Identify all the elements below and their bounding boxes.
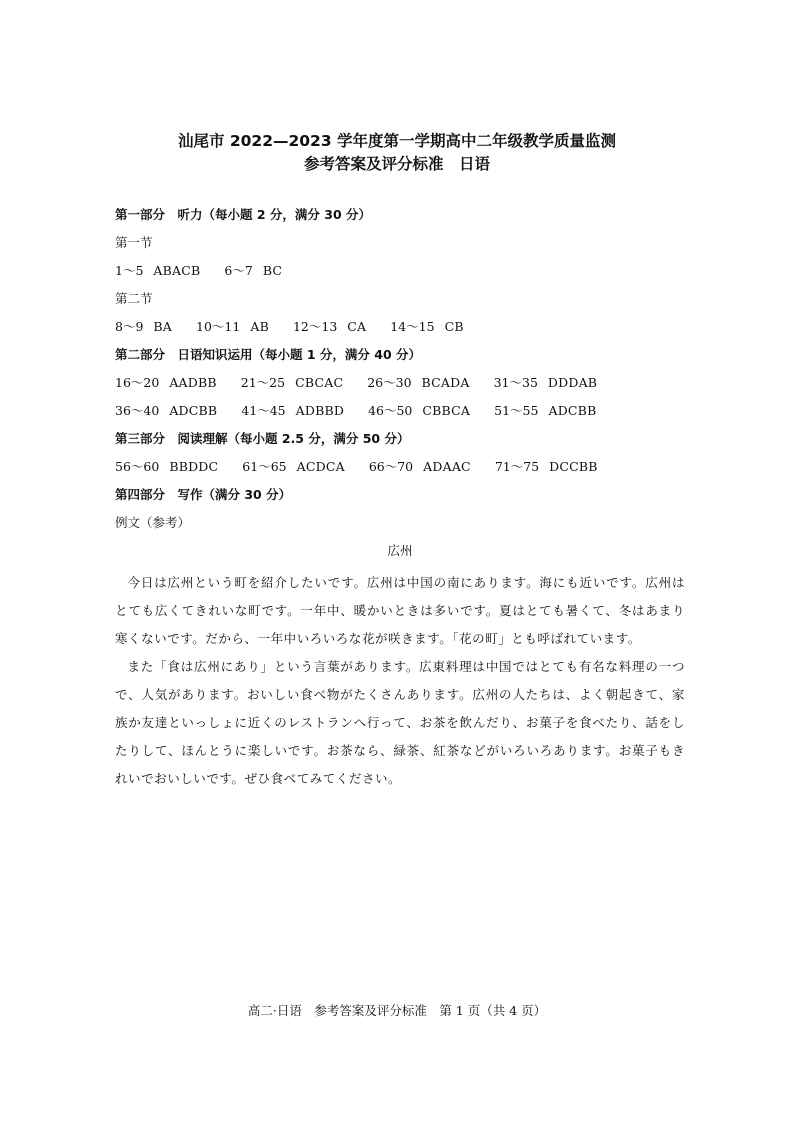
example-label: 例文（参考） [115, 515, 191, 530]
essay-paragraph-2: また「食は広州にあり」という言葉があります。広東料理は中国ではとても有名な料理の一つで、人気があります。おいしい食べ物がたくさんあります。広州の人たちは、よく朝起きて、家族か友達といっしょに近くのレストランへ行って、お茶を飲んだり、お菓子を食べたり、話をしたりして、ほんとうに楽しいです。お茶なら、緑茶、紅茶などがいろいろあります。お菓子もきれいでおいしいです。ぜひ食べてみてください。 [115, 659, 685, 786]
answer-group: 61～65 ACDCA [242, 459, 345, 474]
answer-group: 1～5 ABACB [115, 263, 201, 278]
answer-group: 51～55 ADCBB [494, 403, 597, 418]
part1-sec1-answers [115, 261, 685, 289]
answer-group: 26～30 BCADA [367, 375, 470, 390]
answer-group: 41～45 ADBBD [241, 403, 345, 418]
part3-answers-row1 [115, 457, 685, 485]
document-title: 汕尾市 2022—2023 学年度第一学期高中二年级教学质量监测 [177, 132, 617, 150]
part1-sec2-answers [115, 317, 685, 345]
part2-heading: 第二部分 日语知识运用（每小题 1 分，满分 40 分） [115, 347, 422, 362]
answer-group: 12～13 CA [292, 319, 367, 334]
page-footer: 高二·日语 参考答案及评分标准 第 1 页（共 4 页） [247, 1003, 547, 1018]
answer-group: 6～7 BC [224, 263, 283, 278]
answer-group: 71～75 DCCBB [494, 459, 598, 474]
answer-group: 16～20 AADBB [115, 375, 217, 390]
answer-group: 46～50 CBBCA [368, 403, 471, 418]
answer-group: 66～70 ADAAC [368, 459, 471, 474]
answer-group: 36～40 ADCBB [115, 403, 218, 418]
part4-heading: 第四部分 写作（满分 30 分） [115, 487, 292, 502]
part1-sec1-label: 第一节 [115, 235, 153, 250]
part1-sec2-label: 第二节 [115, 291, 153, 306]
part3-heading: 第三部分 阅读理解（每小题 2.5 分，满分 50 分） [115, 431, 410, 446]
essay-paragraph-1: 今日は広州という町を紹介したいです。広州は中国の南にあります。海にも近いです。広州はとても広くてきれいな町です。一年中、暖かいときは多いです。夏はとても暑くて、冬はあまり寒くないです。だから、一年中いろいろな花が咲きます。「花の町」とも呼ばれています。 [115, 575, 685, 646]
part2-answers-row2 [115, 401, 685, 429]
answer-group: 31～35 DDDAB [493, 375, 598, 390]
answer-group: 8～9 BA [115, 319, 173, 334]
answer-group: 56～60 BBDDC [115, 459, 219, 474]
answer-group: 10～11 AB [196, 319, 269, 334]
answer-group: 21～25 CBCAC [240, 375, 344, 390]
answer-content [115, 205, 685, 793]
document-subtitle: 参考答案及评分标准 日语 [303, 155, 490, 173]
answer-group: 14～15 CB [390, 319, 464, 334]
essay-title: 広州 [387, 543, 413, 558]
essay-body [115, 569, 685, 793]
part2-answers-row1 [115, 373, 685, 401]
part1-heading: 第一部分 听力（每小题 2 分，满分 30 分） [115, 207, 372, 222]
